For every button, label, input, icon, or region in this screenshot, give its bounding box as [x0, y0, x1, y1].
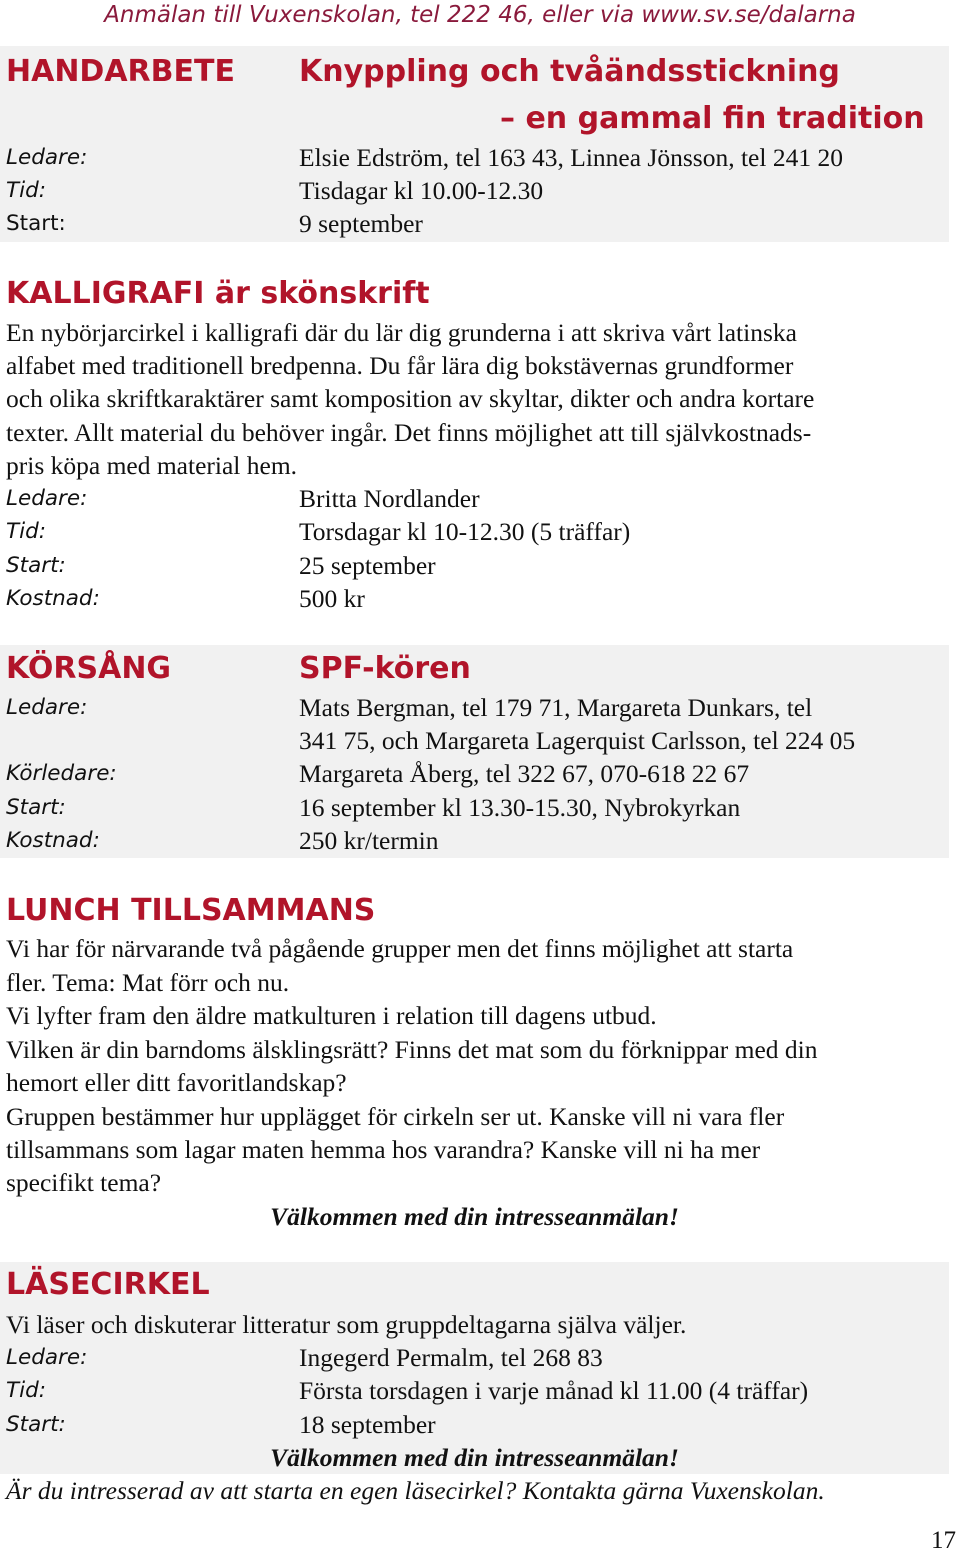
lunch-line: specifikt tema? [6, 1168, 162, 1197]
korsang-ledare-line2: 341 75, och Margareta Lagerquist Carlsson, tel 224 05 [299, 726, 856, 755]
lunch-line: fler. Tema: Mat förr och nu. [6, 968, 290, 997]
lasecirkel-start: 18 september [299, 1410, 436, 1439]
kalligrafi-ledare: Britta Nordlander [299, 484, 480, 513]
lasecirkel-ledare-label: Ledare: [6, 1345, 88, 1370]
lunch-title: LUNCH TILLSAMMANS [6, 893, 376, 928]
handarbete-start-label: Start: [6, 211, 66, 236]
lunch-line: tillsammans som lagar maten hemma hos varandra? Kanske vill ni ha mer [6, 1135, 761, 1164]
korsang-korledare-label: Körledare: [6, 761, 117, 786]
kalligrafi-kostnad-label: Kostnad: [6, 586, 100, 611]
lasecirkel-tid-label: Tid: [6, 1378, 46, 1403]
handarbete-title-line2: – en gammal fin tradition [500, 101, 925, 136]
kalligrafi-line: alfabet med traditionell bredpenna. Du får lära dig bokstävernas grundformer [6, 351, 794, 380]
handarbete-title-line1: Knyppling och tvåändsstickning [299, 54, 840, 89]
kalligrafi-kostnad: 500 kr [299, 584, 365, 613]
lunch-welcome: Välkommen med din intresseanmälan! [270, 1202, 679, 1231]
lasecirkel-start-label: Start: [6, 1412, 66, 1437]
lasecirkel-title: LÄSECIRKEL [6, 1267, 210, 1302]
lunch-line: Vi lyfter fram den äldre matkulturen i relation till dagens utbud. [6, 1001, 657, 1030]
korsang-ledare-label: Ledare: [6, 695, 88, 720]
korsang-kostnad-label: Kostnad: [6, 828, 100, 853]
lasecirkel-intro: Vi läser och diskuterar litteratur som gruppdeltagarna själva väljer. [6, 1310, 687, 1339]
handarbete-category: HANDARBETE [6, 54, 235, 89]
lunch-line: Gruppen bestämmer hur upplägget för cirkeln ser ut. Kanske vill ni vara fler [6, 1102, 785, 1131]
korsang-start: 16 september kl 13.30-15.30, Nybrokyrkan [299, 793, 741, 822]
kalligrafi-line: och olika skriftkaraktärer samt komposition av skyltar, dikter och andra kortare [6, 384, 815, 413]
lasecirkel-ledare: Ingegerd Permalm, tel 268 83 [299, 1343, 603, 1372]
handarbete-ledare-label: Ledare: [6, 145, 88, 170]
korsang-title: SPF-kören [299, 651, 471, 686]
kalligrafi-line: pris köpa med material hem. [6, 451, 298, 480]
lunch-section [0, 888, 949, 1238]
kalligrafi-tid: Torsdagar kl 10-12.30 (5 träffar) [299, 517, 631, 546]
korsang-kostnad: 250 kr/termin [299, 826, 439, 855]
page-number: 17 [931, 1527, 956, 1554]
handarbete-section [0, 46, 949, 242]
korsang-ledare-line1: Mats Bergman, tel 179 71, Margareta Dunkars, tel [299, 693, 813, 722]
kalligrafi-tid-label: Tid: [6, 519, 46, 544]
registration-header: Anmälan till Vuxenskolan, tel 222 46, eller via www.sv.se/dalarna [104, 2, 856, 28]
korsang-section [0, 645, 949, 858]
kalligrafi-ledare-label: Ledare: [6, 486, 88, 511]
handarbete-tid-label: Tid: [6, 178, 46, 203]
kalligrafi-start: 25 september [299, 551, 436, 580]
lunch-line: hemort eller ditt favoritlandskap? [6, 1068, 347, 1097]
lasecirkel-section [0, 1262, 949, 1474]
lunch-line: Vilken är din barndoms älsklingsrätt? Finns det mat som du förknippar med din [6, 1035, 818, 1064]
kalligrafi-line: texter. Allt material du behöver ingår. Det finns möjlighet att till självkostnads- [6, 418, 812, 447]
kalligrafi-title: KALLIGRAFI är skönskrift [6, 276, 430, 311]
kalligrafi-start-label: Start: [6, 553, 66, 578]
kalligrafi-section [0, 270, 949, 620]
handarbete-tid: Tisdagar kl 10.00-12.30 [299, 176, 544, 205]
lasecirkel-tid: Första torsdagen i varje månad kl 11.00 (4 träffar) [299, 1376, 809, 1405]
lunch-line: Vi har för närvarande två pågående grupper men det finns möjlighet att starta [6, 934, 794, 963]
korsang-category: KÖRSÅNG [6, 651, 172, 686]
handarbete-start: 9 september [299, 209, 423, 238]
lasecirkel-welcome: Välkommen med din intresseanmälan! [270, 1443, 679, 1472]
handarbete-ledare: Elsie Edström, tel 163 43, Linnea Jönsson, tel 241 20 [299, 143, 843, 172]
lasecirkel-footer: Är du intresserad av att starta en egen läsecirkel? Kontakta gärna Vuxenskolan. [6, 1476, 825, 1505]
korsang-korledare: Margareta Åberg, tel 322 67, 070-618 22 67 [299, 759, 750, 788]
kalligrafi-line: En nybörjarcirkel i kalligrafi där du lär dig grunderna i att skriva vårt latinska [6, 318, 797, 347]
korsang-start-label: Start: [6, 795, 66, 820]
